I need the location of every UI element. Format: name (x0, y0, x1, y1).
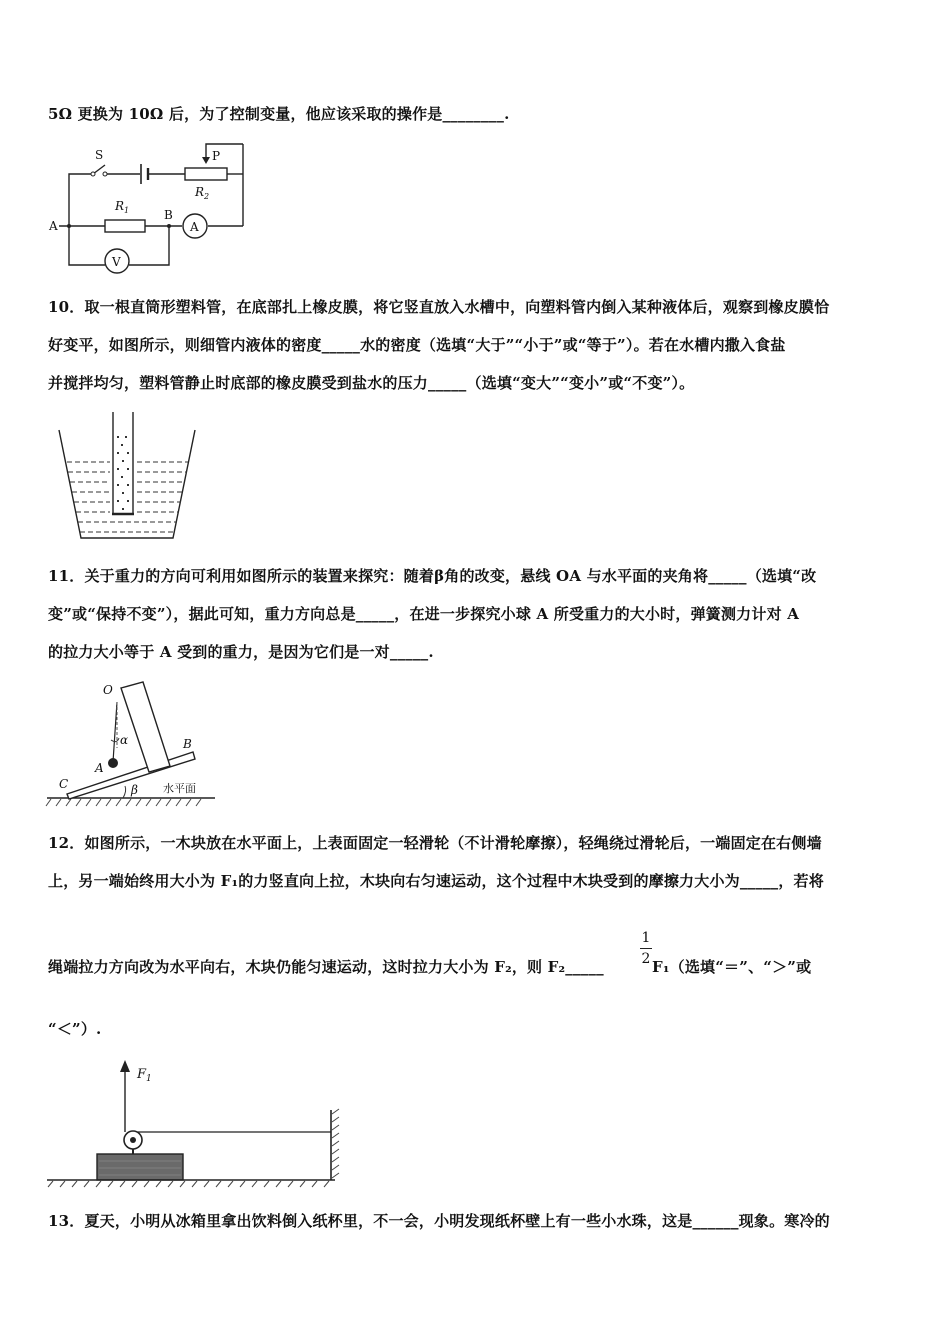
label-f1-sub: 1 (146, 1074, 152, 1084)
label-node-a: A (49, 219, 58, 233)
gravity-direction-figure (45, 678, 220, 810)
label-b: B (183, 737, 192, 751)
q10-line-1: 10．取一根直筒形塑料管，在底部扎上橡皮膜，将它竖直放入水槽中，向塑料管内倒入某种液体后，观察到橡皮膜恰 (48, 298, 830, 316)
label-node-b: B (164, 208, 173, 222)
svg-text:R2 (194, 185, 209, 201)
voltmeter-label: V (112, 255, 121, 269)
svg-text:R1 (114, 199, 129, 215)
label-s: S (95, 148, 104, 162)
circuit-diagram (45, 140, 260, 275)
q12-line-1: 12．如图所示，一木块放在水平面上，上表面固定一轻滑轮（不计滑轮摩擦），轻绳绕过滑轮后，一端固定在右侧墙 (48, 834, 822, 852)
q11-line-1: 11．关于重力的方向可利用如图所示的装置来探究：随着β角的改变，悬线 OA 与水平面的夹角将_____（选填“改 (48, 567, 817, 585)
label-c: C (59, 777, 69, 791)
q12-line-4: “＜”）. (48, 1020, 102, 1038)
q12-line-3: 绳端拉力方向改为水平向右，木块仍能匀速运动，这时拉力大小为 F₂，则 F₂_____ (48, 958, 604, 976)
pulley-block-figure (45, 1058, 350, 1188)
label-ground: 水平面 (163, 782, 196, 795)
label-r2-sub: 2 (204, 192, 210, 201)
label-r1: R (115, 199, 125, 213)
label-o: O (103, 683, 113, 697)
label-alpha: α (120, 733, 129, 747)
q12-line-2: 上，另一端始终用大小为 F₁的力竖直向上拉，木块向右匀速运动，这个过程中木块受到的摩擦力大小为_____，若将 (48, 872, 824, 890)
q12-line-3b: F₁（选填“＝”、“＞”或 (652, 958, 812, 976)
water-tank-figure (55, 410, 200, 542)
label-f1: F (137, 1067, 147, 1082)
label-r1-sub: 1 (124, 206, 130, 215)
svg-text:F1 (136, 1067, 152, 1084)
label-p: P (212, 149, 221, 163)
label-a: A (95, 761, 104, 775)
fraction-one-half (640, 930, 652, 967)
q13-line-1: 13．夏天，小明从冰箱里拿出饮料倒入纸杯里，不一会，小明发现纸杯壁上有一些小水珠，这是______现象。寒冷的 (48, 1212, 830, 1230)
q11-line-3: 的拉力大小等于 A 受到的重力，是因为它们是一对_____. (48, 643, 434, 661)
q10-line-2: 好变平，如图所示，则细管内液体的密度_____水的密度（选填“大于”“小于”或“等于”）。若在水槽内撒入食盐 (48, 336, 786, 354)
q9-text: 5Ω 更换为 10Ω 后，为了控制变量，他应该采取的操作是________. (48, 105, 510, 123)
fraction-denominator: 2 (641, 951, 651, 967)
label-beta: β (131, 783, 138, 797)
ammeter-label: A (190, 220, 199, 234)
fraction-numerator: 1 (641, 930, 651, 946)
q11-line-2: 变”或“保持不变”），据此可知，重力方向总是_____，在进一步探究小球 A 所受重力的大小时，弹簧测力计对 A (48, 605, 800, 623)
q10-line-3: 并搅拌均匀，塑料管静止时底部的橡皮膜受到盐水的压力_____（选填“变大”“变小”或“不变”）。 (48, 374, 695, 392)
label-r2: R (195, 185, 205, 199)
